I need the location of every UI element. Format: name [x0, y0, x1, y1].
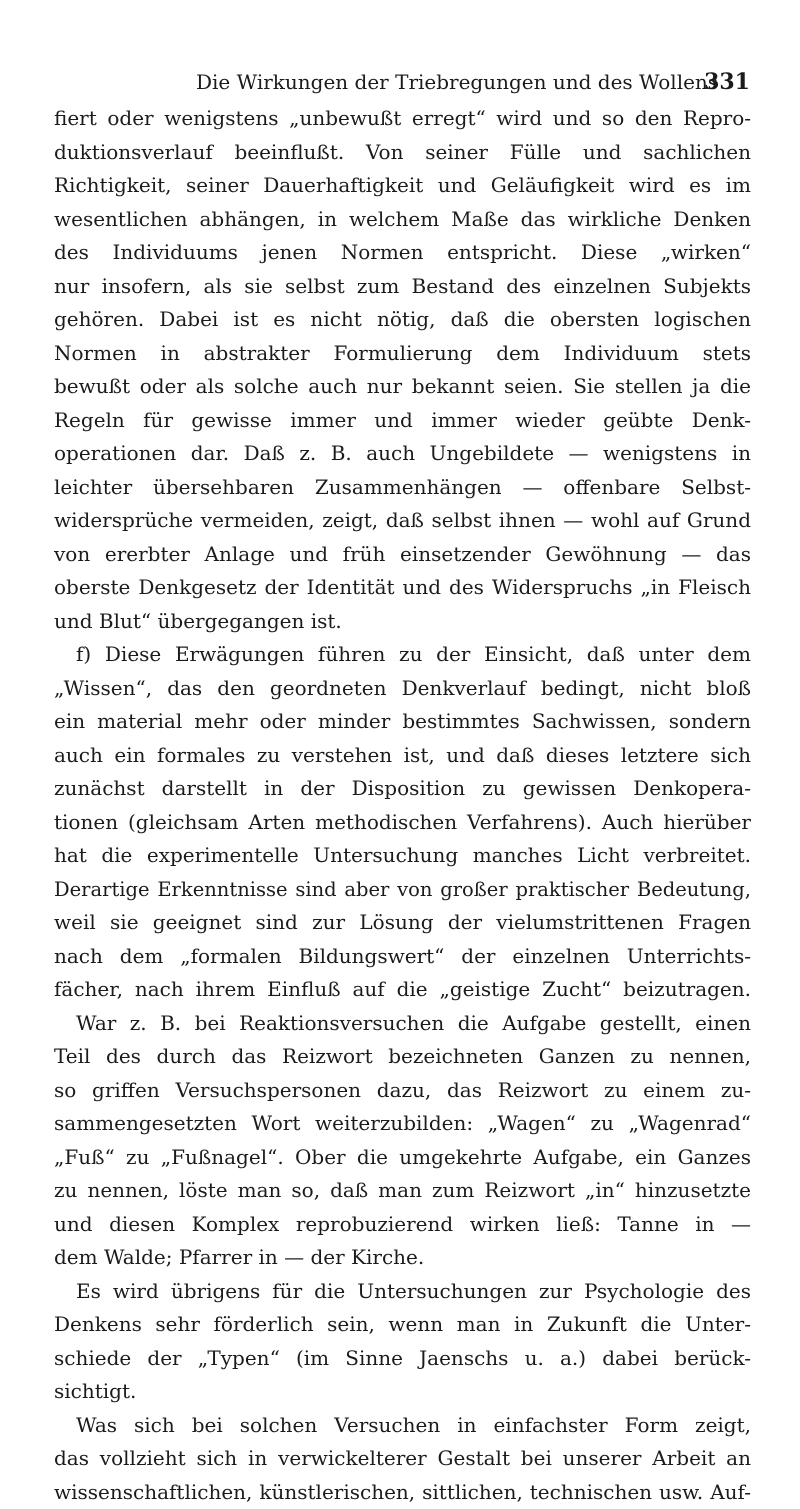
text-line: leichter übersehbaren Zusammenhängen — offenbare Selbst-: [54, 471, 751, 505]
text-line: Derartige Erkenntnisse sind aber von großer praktischer Bedeutung,: [54, 873, 751, 907]
text-line: widersprüche vermeiden, zeigt, daß selbst ihnen — wohl auf Grund: [54, 504, 751, 538]
text-line: zu nennen, löste man so, daß man zum Reizwort „in“ hinzusetzte: [54, 1174, 751, 1208]
running-title: Die Wirkungen der Triebregungen und des Wollens: [196, 66, 718, 98]
text-line: des Individuums jenen Normen entspricht. Diese „wirken“: [54, 236, 751, 270]
text-line: nach dem „formalen Bildungswert“ der einzelnen Unterrichts-: [54, 940, 751, 974]
text-line: tionen (gleichsam Arten methodischen Verfahrens). Auch hierüber: [54, 806, 751, 840]
text-line: und diesen Komplex reprobuzierend wirken ließ: Tanne in —: [54, 1208, 751, 1242]
text-line: f) Diese Erwägungen führen zu der Einsicht, daß unter dem: [54, 638, 751, 672]
text-line: fächer, nach ihrem Einfluß auf die „geistige Zucht“ beizutragen.: [54, 973, 751, 1007]
text-line: auch ein formales zu verstehen ist, und daß dieses letztere sich: [54, 739, 751, 773]
text-line: so griffen Versuchspersonen dazu, das Reizwort zu einem zu-: [54, 1074, 751, 1108]
text-line: ein material mehr oder minder bestimmtes Sachwissen, sondern: [54, 705, 751, 739]
text-line: Es wird übrigens für die Untersuchungen zur Psychologie des: [54, 1275, 751, 1309]
text-line: wissenschaftlichen, künstlerischen, sittlichen, technischen usw. Auf-: [54, 1476, 751, 1509]
text-line: fiert oder wenigstens „unbewußt erregt“ wird und so den Repro-: [54, 102, 751, 136]
text-line: Normen in abstrakter Formulierung dem Individuum stets: [54, 337, 751, 371]
text-line: Regeln für gewisse immer und immer wieder geübte Denk-: [54, 404, 751, 438]
text-line: „Fuß“ zu „Fußnagel“. Ober die umgekehrte Aufgabe, ein Ganzes: [54, 1141, 751, 1175]
text-line: Was sich bei solchen Versuchen in einfachster Form zeigt,: [54, 1409, 751, 1443]
text-line: hat die experimentelle Untersuchung manches Licht verbreitet.: [54, 839, 751, 873]
text-line: sammengesetzten Wort weiterzubilden: „Wagen“ zu „Wagenrad“: [54, 1107, 751, 1141]
text-line: und Blut“ übergegangen ist.: [54, 605, 751, 639]
text-line: bewußt oder als solche auch nur bekannt seien. Sie stellen ja die: [54, 370, 751, 404]
text-line: von ererbter Anlage und früh einsetzender Gewöhnung — das: [54, 538, 751, 572]
text-line: weil sie geeignet sind zur Lösung der vielumstrittenen Fragen: [54, 906, 751, 940]
text-line: operationen dar. Daß z. B. auch Ungebildete — wenigstens in: [54, 437, 751, 471]
text-line: gehören. Dabei ist es nicht nötig, daß die obersten logischen: [54, 303, 751, 337]
running-head: [60, 66, 750, 98]
text-line: oberste Denkgesetz der Identität und des Widerspruchs „in Fleisch: [54, 571, 751, 605]
text-line: Teil des durch das Reizwort bezeichneten Ganzen zu nennen,: [54, 1040, 751, 1074]
text-line: zunächst darstellt in der Disposition zu gewissen Denkopera-: [54, 772, 751, 806]
body-text: [54, 102, 751, 1509]
page-number: 331: [704, 66, 750, 98]
text-line: das vollzieht sich in verwickelterer Gestalt bei unserer Arbeit an: [54, 1442, 751, 1476]
text-line: dem Walde; Pfarrer in — der Kirche.: [54, 1241, 751, 1275]
text-line: wesentlichen abhängen, in welchem Maße das wirkliche Denken: [54, 203, 751, 237]
text-line: sichtigt.: [54, 1375, 751, 1409]
text-line: „Wissen“, das den geordneten Denkverlauf bedingt, nicht bloß: [54, 672, 751, 706]
text-line: schiede der „Typen“ (im Sinne Jaenschs u. a.) dabei berück-: [54, 1342, 751, 1376]
text-line: War z. B. bei Reaktionsversuchen die Aufgabe gestellt, einen: [54, 1007, 751, 1041]
text-line: duktionsverlauf beeinflußt. Von seiner Fülle und sachlichen: [54, 136, 751, 170]
text-line: nur insofern, als sie selbst zum Bestand des einzelnen Subjekts: [54, 270, 751, 304]
text-line: Denkens sehr förderlich sein, wenn man in Zukunft die Unter-: [54, 1308, 751, 1342]
text-line: Richtigkeit, seiner Dauerhaftigkeit und Geläufigkeit wird es im: [54, 169, 751, 203]
